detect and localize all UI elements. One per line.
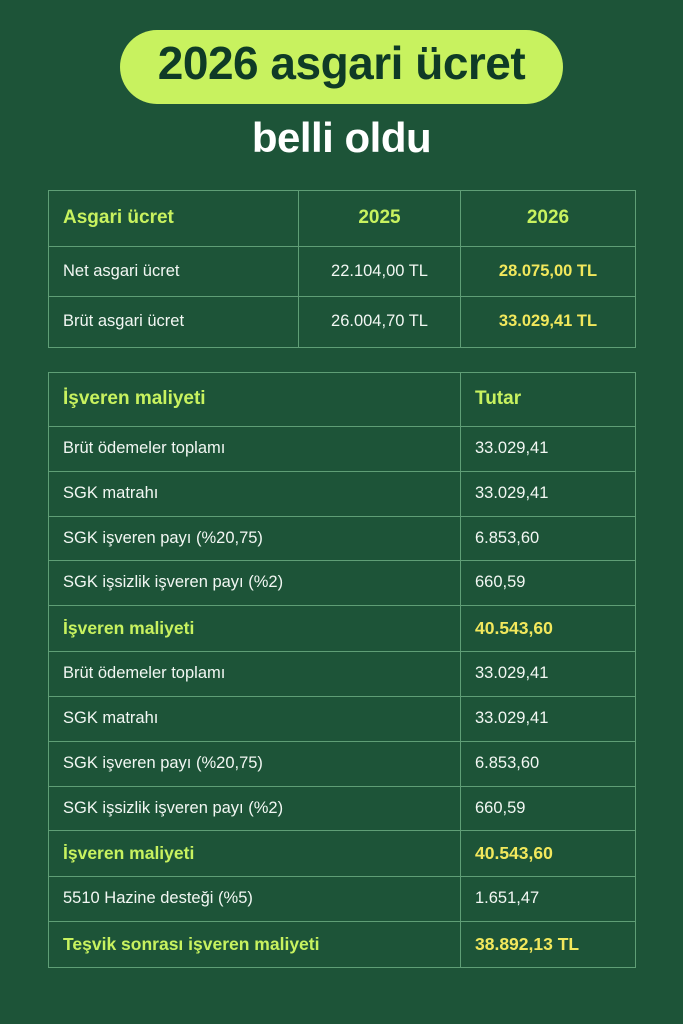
table-row	[49, 427, 636, 472]
cell-2025: 26.004,70 TL	[299, 297, 461, 348]
table-row	[49, 652, 636, 697]
row-label: İşveren maliyeti	[49, 831, 461, 877]
table-row	[49, 516, 636, 561]
row-label: Brüt ödemeler toplamı	[49, 652, 461, 697]
row-value: 1.651,47	[461, 877, 636, 922]
table-header-row	[49, 373, 636, 427]
row-value: 33.029,41	[461, 427, 636, 472]
row-label: Net asgari ücret	[49, 246, 299, 297]
cell-2026: 28.075,00 TL	[461, 246, 636, 297]
column-header-employer-cost: İşveren maliyeti	[49, 373, 461, 427]
table-row	[49, 877, 636, 922]
row-label: Brüt ödemeler toplamı	[49, 427, 461, 472]
page-title: 2026 asgari ücret	[120, 30, 563, 104]
table-row	[49, 561, 636, 606]
table-header-row	[49, 190, 636, 246]
table-row-total	[49, 606, 636, 652]
table-row-total	[49, 831, 636, 877]
table-row	[49, 471, 636, 516]
row-label: SGK matrahı	[49, 471, 461, 516]
column-header-amount: Tutar	[461, 373, 636, 427]
table-row-final-total	[49, 922, 636, 968]
row-value: 33.029,41	[461, 471, 636, 516]
row-label: SGK işveren payı (%20,75)	[49, 516, 461, 561]
row-value: 40.543,60	[461, 831, 636, 877]
row-label: SGK matrahı	[49, 696, 461, 741]
row-label: Teşvik sonrası işveren maliyeti	[49, 922, 461, 968]
employer-cost-table	[48, 372, 636, 968]
minimum-wage-table	[48, 190, 636, 348]
row-value: 33.029,41	[461, 696, 636, 741]
row-value: 660,59	[461, 786, 636, 831]
table-row	[49, 741, 636, 786]
table-row	[49, 297, 636, 348]
column-header-2026: 2026	[461, 190, 636, 246]
row-value: 33.029,41	[461, 652, 636, 697]
row-label: SGK işsizlik işveren payı (%2)	[49, 561, 461, 606]
table-row	[49, 696, 636, 741]
page-subtitle: belli oldu	[251, 113, 432, 161]
row-label: Brüt asgari ücret	[49, 297, 299, 348]
row-value: 38.892,13 TL	[461, 922, 636, 968]
row-label: 5510 Hazine desteği (%5)	[49, 877, 461, 922]
row-label: İşveren maliyeti	[49, 606, 461, 652]
row-value: 6.853,60	[461, 516, 636, 561]
column-header-category: Asgari ücret	[49, 190, 299, 246]
row-label: SGK işsizlik işveren payı (%2)	[49, 786, 461, 831]
row-value: 660,59	[461, 561, 636, 606]
row-label: SGK işveren payı (%20,75)	[49, 741, 461, 786]
table-row	[49, 786, 636, 831]
cell-2025: 22.104,00 TL	[299, 246, 461, 297]
cell-2026: 33.029,41 TL	[461, 297, 636, 348]
header	[48, 0, 635, 162]
column-header-2025: 2025	[299, 190, 461, 246]
row-value: 6.853,60	[461, 741, 636, 786]
row-value: 40.543,60	[461, 606, 636, 652]
table-row	[49, 246, 636, 297]
